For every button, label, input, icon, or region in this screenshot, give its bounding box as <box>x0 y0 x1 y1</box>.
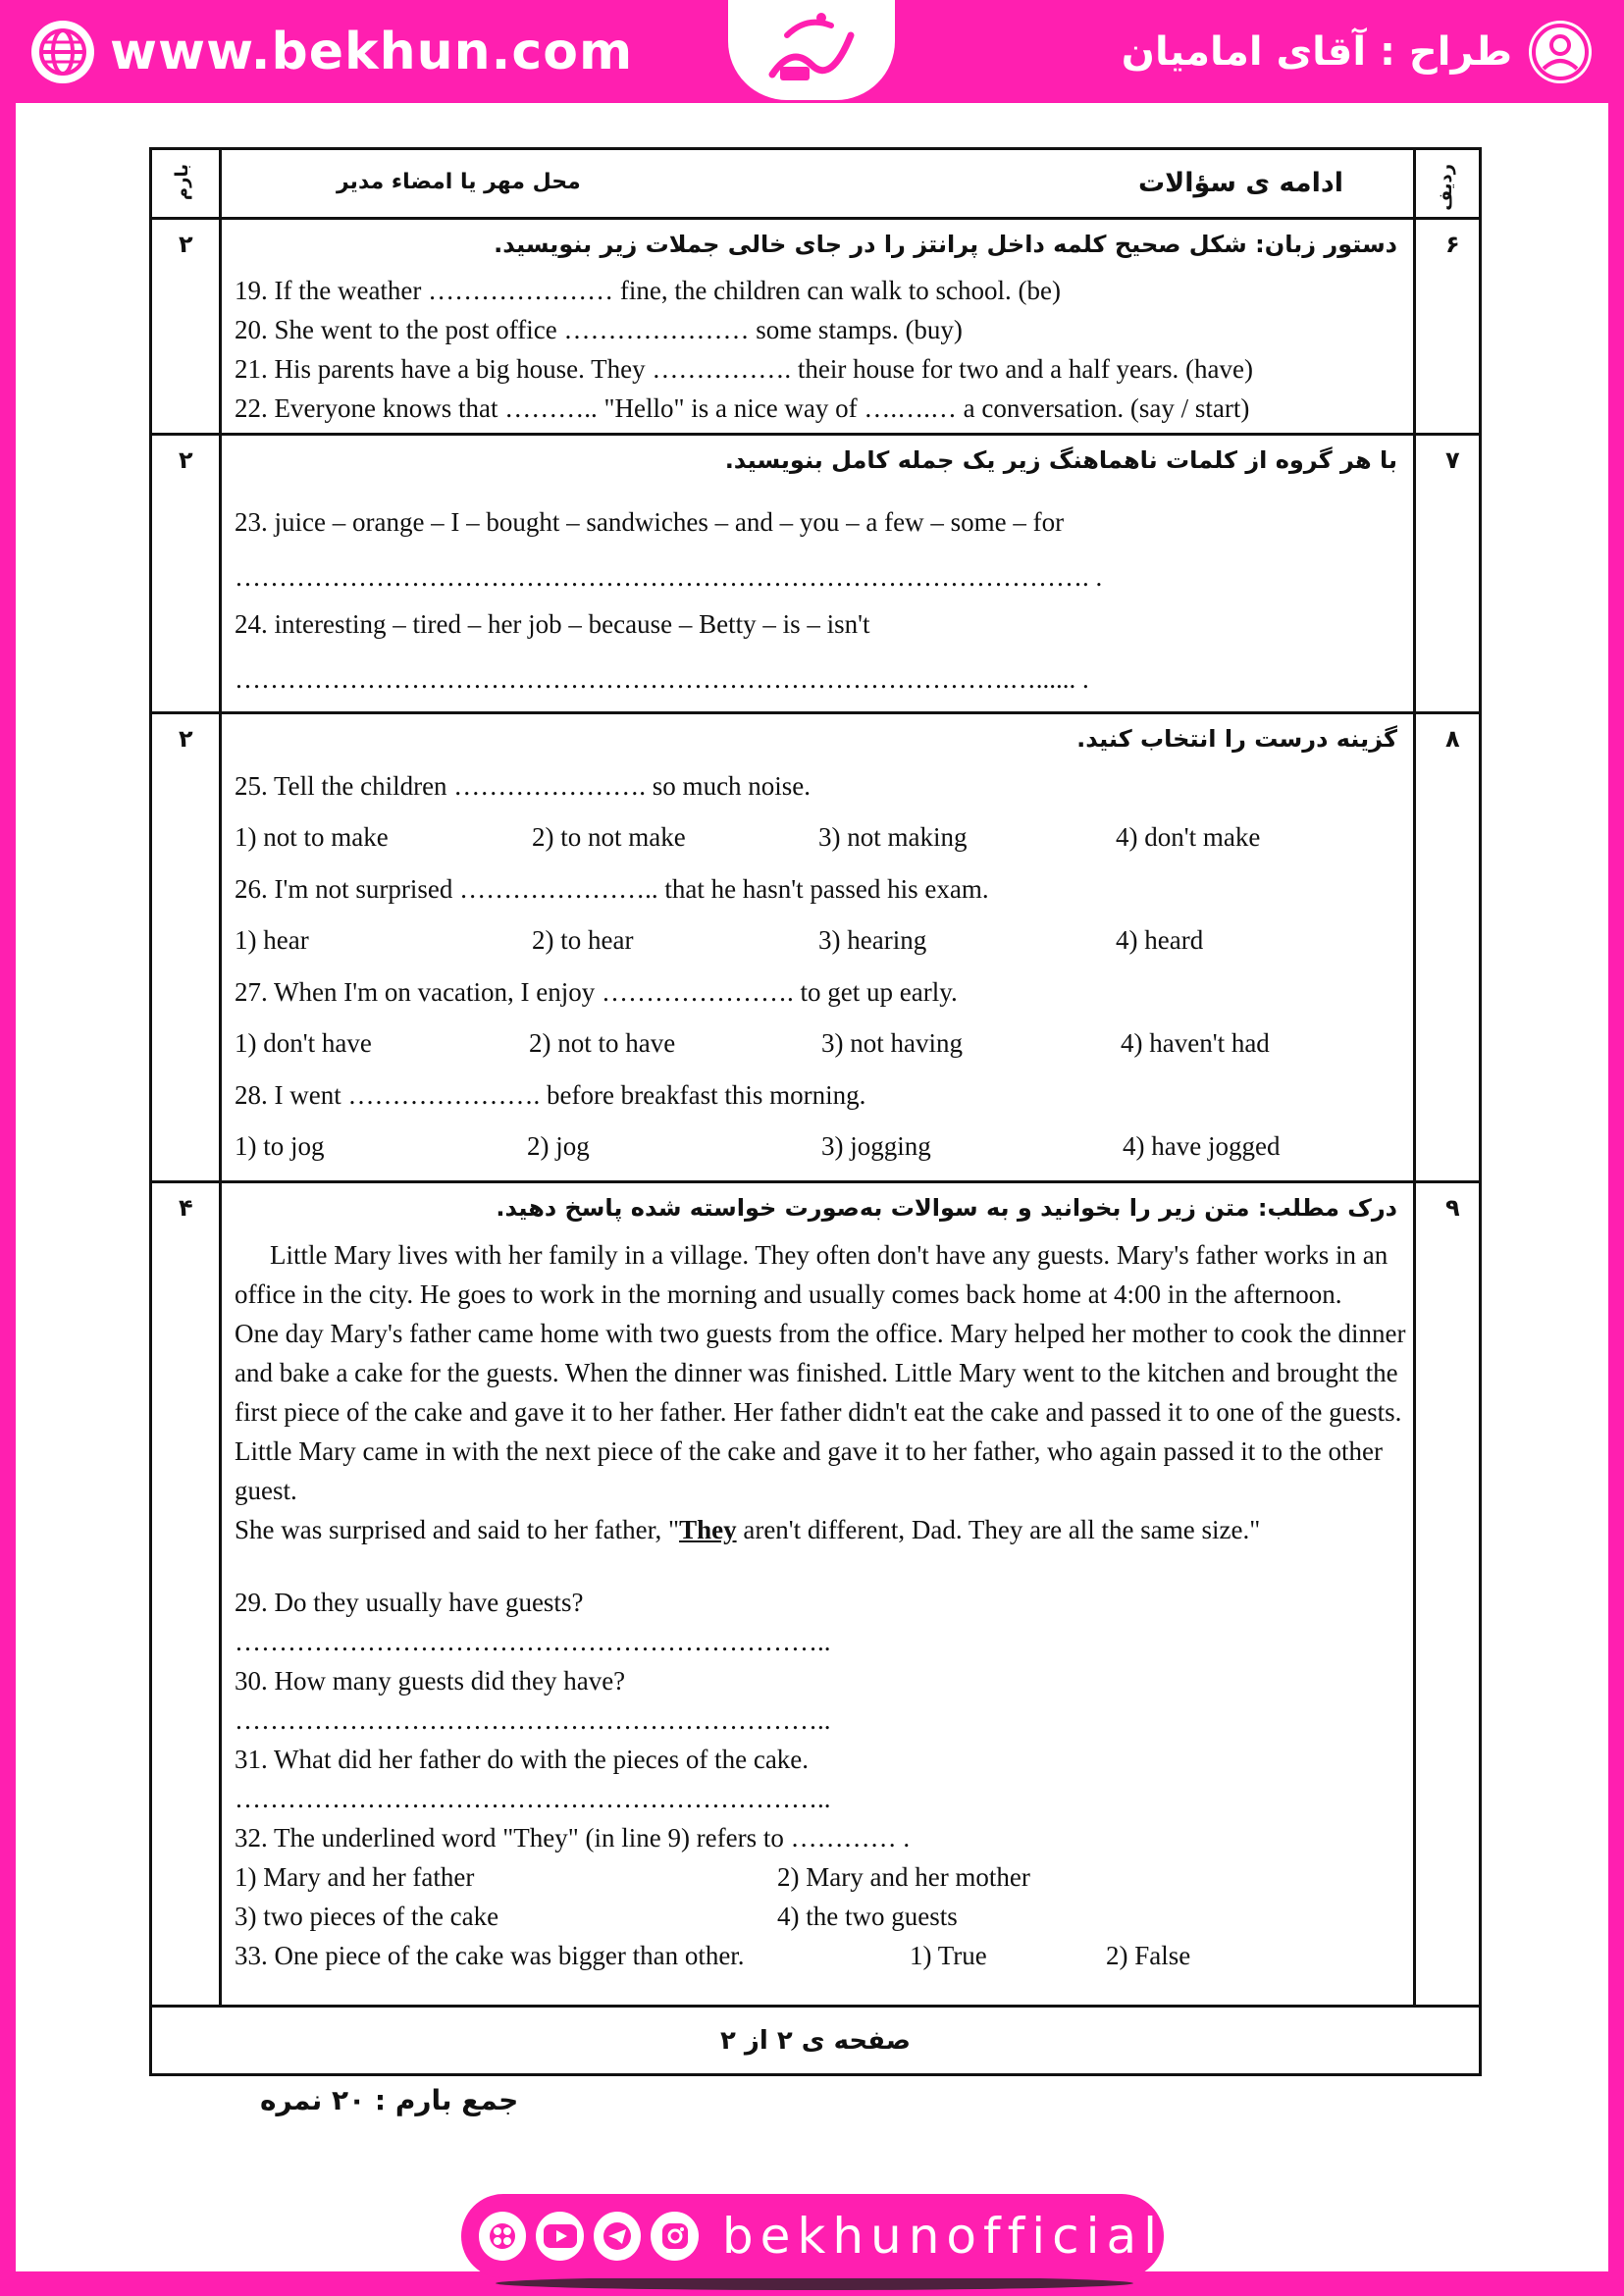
option[interactable]: 1) Mary and her father <box>235 1862 475 1892</box>
telegram-icon[interactable] <box>594 2212 641 2261</box>
option[interactable]: 4) have jogged <box>1123 1131 1281 1161</box>
instruction: گزینه درست را انتخاب کنید. <box>1076 725 1397 753</box>
row-divider <box>152 433 1479 436</box>
answer-blank[interactable]: ………………………………………………………….. <box>235 1705 831 1735</box>
website-url: www.bekhun.com <box>110 23 634 81</box>
youtube-icon[interactable] <box>536 2212 583 2261</box>
question-number: ۸ <box>1445 725 1460 753</box>
options-row <box>235 925 1203 956</box>
underlined-word: They <box>679 1515 737 1544</box>
aparat-icon[interactable] <box>479 2212 526 2261</box>
option[interactable]: 1) not to make <box>235 822 389 852</box>
exam-table <box>149 147 1482 2076</box>
options-row <box>235 1862 1030 1893</box>
option[interactable]: 4) the two guests <box>777 1902 958 1931</box>
question-line: 33. One piece of the cake was bigger than other. <box>235 1941 745 1970</box>
question-line: 31. What did her father do with the pieces of the cake. <box>235 1745 810 1774</box>
options-row <box>235 1902 958 1932</box>
reading-passage <box>235 1235 1407 1549</box>
page-number: صفحه ی ۲ از ۲ <box>719 2026 911 2056</box>
option[interactable]: 2) to not make <box>532 822 686 852</box>
passage-paragraph: Little Mary lives with her family in a village. They often don't have any guests. Mary's father works in an office in the city. He goes to work in the morning and usually comes back home at 4:00 in the afternoon. <box>235 1240 1388 1309</box>
option[interactable]: 4) haven't had <box>1121 1028 1270 1058</box>
social-handle[interactable]: bekhunofficial <box>721 2208 1164 2265</box>
option[interactable]: 4) heard <box>1116 925 1204 955</box>
instruction: دستور زبان: شکل صحیح کلمه داخل پرانتز را در جای خالی جملات زیر بنویسید. <box>494 231 1397 258</box>
question-line: 26. I'm not surprised ………………….. that he hasn't passed his exam. <box>235 874 989 904</box>
row-divider <box>152 2005 1479 2008</box>
options-row <box>235 1941 1190 1971</box>
option[interactable]: 3) hearing <box>818 925 927 955</box>
option[interactable]: 3) two pieces of the cake <box>235 1902 499 1931</box>
option[interactable]: 1) True <box>910 1941 987 1970</box>
question-line: 24. interesting – tired – her job – because – Betty – is – isn't <box>235 609 870 639</box>
question-line: 20. She went to the post office ………………… some stamps. (buy) <box>235 315 963 344</box>
score: ۲ <box>179 231 193 258</box>
question-line: 22. Everyone knows that ……….. "Hello" is a nice way of ….….… a conversation. (say / start) <box>235 393 1250 423</box>
designer-name: طراح : آقای امامیان <box>1121 29 1512 75</box>
question-line: 19. If the weather ………………… fine, the children can walk to school. (be) <box>235 276 1061 305</box>
options-row <box>235 822 1260 853</box>
option[interactable]: 2) not to have <box>529 1028 676 1058</box>
score-column-label: بارم <box>172 164 192 201</box>
question-line: 27. When I'm on vacation, I enjoy …………………. to get up early. <box>235 977 958 1007</box>
social-bar <box>461 2194 1164 2278</box>
score: ۴ <box>179 1194 193 1222</box>
row-divider <box>152 1180 1479 1183</box>
bekhun-logo-icon <box>753 6 870 94</box>
option[interactable]: 2) to hear <box>532 925 634 955</box>
question-number: ۷ <box>1445 446 1460 474</box>
designer-info <box>1122 18 1595 86</box>
answer-blank[interactable]: …………………………………………………………………………….…...... . <box>235 664 1089 694</box>
question-line: 21. His parents have a big house. They ……………. their house for two and a half years. (have) <box>235 354 1253 384</box>
answer-blank[interactable]: ………………………………………………………….. <box>235 1627 831 1656</box>
option[interactable]: 1) hear <box>235 925 309 955</box>
row-column-label: ردیف <box>1436 164 1456 211</box>
passage-paragraph: One day Mary's father came home with two guests from the office. Mary helped her mother to cook the dinner and bake a cake for the guests. When the dinner was finished. Little Mary went to the kitchen and brought the first piece of the cake and gave it to her father. Her father didn't eat the cake and passed it to one of the guests. Little Mary came in with the next piece of the cake and gave it to her father, who again passed it to the other guest. <box>235 1319 1406 1505</box>
score: ۲ <box>179 446 193 474</box>
option[interactable]: 3) not making <box>818 822 968 852</box>
brand-logo <box>728 0 895 100</box>
passage-text: She was surprised and said to her father, " <box>235 1515 680 1544</box>
option[interactable]: 2) jog <box>527 1131 590 1161</box>
option[interactable]: 3) jogging <box>821 1131 931 1161</box>
option[interactable]: 1) to jog <box>235 1131 325 1161</box>
option[interactable]: 1) don't have <box>235 1028 372 1058</box>
option[interactable]: 2) False <box>1106 1941 1191 1970</box>
question-line: 25. Tell the children …………………. so much noise. <box>235 771 812 801</box>
globe-icon <box>29 19 96 85</box>
question-number: ۹ <box>1445 1194 1460 1222</box>
options-row <box>235 1028 1270 1059</box>
score: ۲ <box>179 725 193 753</box>
option[interactable]: 2) Mary and her mother <box>777 1862 1030 1892</box>
answer-blank[interactable]: ………………………………………………………….. <box>235 1784 831 1813</box>
answer-blank[interactable]: ……………………………………………………………………………………. . <box>235 562 1103 592</box>
total-score: جمع بارم : ۲۰ نمره <box>260 2084 519 2116</box>
option[interactable]: 3) not having <box>821 1028 963 1058</box>
question-line: 32. The underlined word "They" (in line 9) refers to ………… . <box>235 1823 911 1852</box>
option[interactable]: 4) don't make <box>1116 822 1261 852</box>
instagram-icon[interactable] <box>651 2212 698 2261</box>
bar-shadow <box>496 2276 1133 2290</box>
column-divider <box>1413 150 1416 2005</box>
row-divider <box>152 217 1479 220</box>
question-number: ۶ <box>1445 231 1460 258</box>
stamp-label: محل مهر یا امضاء مدیر <box>337 170 581 194</box>
passage-paragraph <box>235 1510 1407 1549</box>
passage-text: aren't different, Dad. They are all the same size." <box>736 1515 1261 1544</box>
question-line: 28. I went …………………. before breakfast this morning. <box>235 1080 866 1110</box>
question-line: 29. Do they usually have guests? <box>235 1588 584 1617</box>
column-divider <box>219 150 222 2005</box>
user-icon <box>1526 18 1595 86</box>
row-divider <box>152 711 1479 714</box>
table-title: ادامه ی سؤالات <box>1138 168 1343 198</box>
question-line: 23. juice – orange – I – bought – sandwiches – and – you – a few – some – for <box>235 507 1065 537</box>
question-line: 30. How many guests did they have? <box>235 1666 626 1696</box>
instruction: درک مطلب: متن زیر را بخوانید و به سوالات به‌صورت خواسته شده پاسخ دهید. <box>496 1194 1397 1222</box>
options-row <box>235 1131 1280 1162</box>
instruction: با هر گروه از کلمات ناهماهنگ زیر یک جمله کامل بنویسید. <box>724 446 1397 474</box>
website-link[interactable] <box>29 18 633 86</box>
